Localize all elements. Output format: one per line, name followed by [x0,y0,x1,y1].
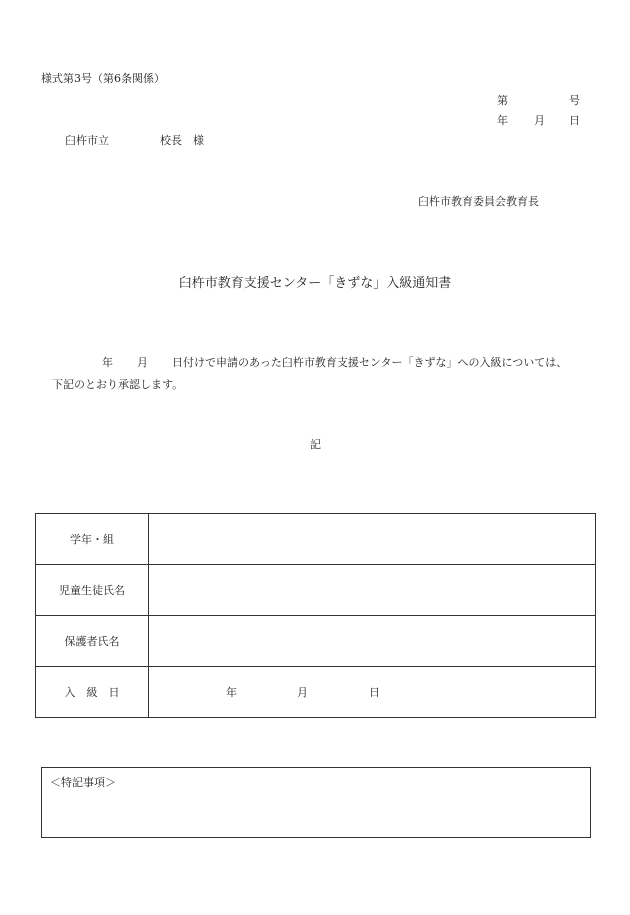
body-text-line1: 日付けで申請のあった臼杵市教育支援センター「きずな」への入級については、 [172,356,568,369]
table-row [36,565,595,616]
doc-number-prefix: 第 [497,94,508,107]
date-month-label: 月 [534,114,545,127]
issuer: 臼杵市教育委員会教育長 [418,195,539,208]
guardian-name-label: 保護者氏名 [36,616,149,666]
entry-date-field[interactable] [149,667,595,717]
notes-box[interactable] [41,767,591,838]
ki-heading: 記 [310,438,321,451]
body-month-label: 月 [137,356,148,369]
grade-class-field[interactable] [149,514,595,564]
info-table [35,513,596,718]
recipient-principal: 校長 様 [160,134,204,147]
entry-date-label: 入 級 日 [36,667,149,717]
document-title: 臼杵市教育支援センター「きずな」入級通知書 [178,276,452,291]
entry-date-year: 年 [226,686,237,699]
table-row [36,616,595,667]
notes-label: ＜特記事項＞ [50,776,116,789]
body-year-label: 年 [102,356,113,369]
table-row [36,514,595,565]
date-year-label: 年 [497,114,508,127]
grade-class-label: 学年・組 [36,514,149,564]
recipient-school: 臼杵市立 [65,134,109,147]
entry-date-day: 日 [369,686,380,699]
body-text-line2: 下記のとおり承認します。 [52,378,184,391]
guardian-name-field[interactable] [149,616,595,666]
date-day-label: 日 [569,114,580,127]
table-row [36,667,595,717]
student-name-field[interactable] [149,565,595,615]
student-name-label: 児童生徒氏名 [36,565,149,615]
entry-date-month: 月 [297,686,308,699]
form-number: 様式第3号（第6条関係） [41,72,165,85]
doc-number-suffix: 号 [569,94,580,107]
